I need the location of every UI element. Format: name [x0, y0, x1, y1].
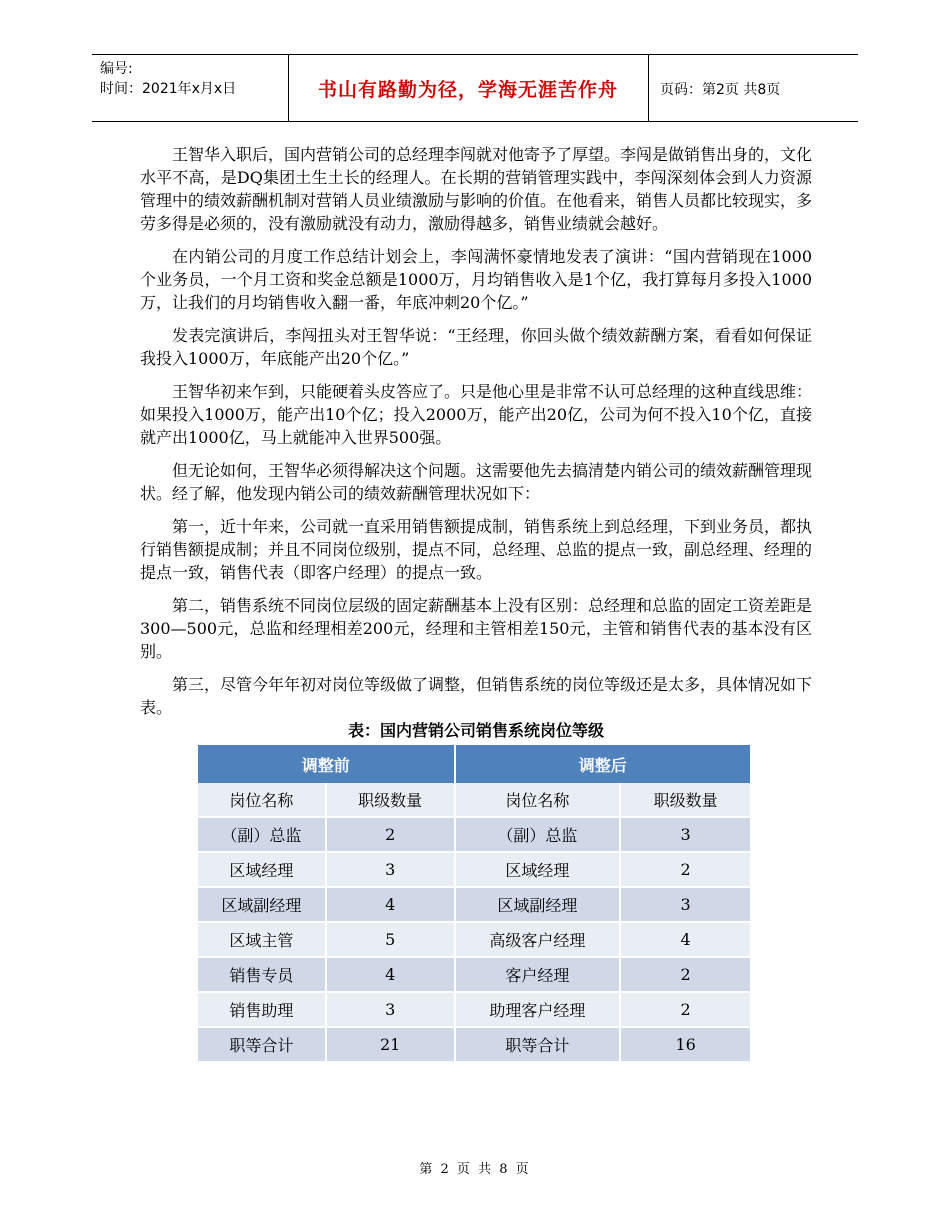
before-position-name: 职等合计 [198, 1027, 326, 1062]
after-grade-count: 2 [620, 992, 751, 1027]
table-column-header-row [198, 783, 751, 817]
header-meta [100, 59, 236, 99]
position-grade-table [198, 745, 752, 1063]
after-position-name: 职等合计 [455, 1027, 621, 1062]
before-grade-count: 4 [326, 957, 455, 992]
before-position-name: 区域经理 [198, 852, 326, 887]
header-motto: 书山有路勤为径，学海无涯苦作舟 [317, 79, 618, 101]
page-header [92, 54, 858, 122]
after-position-name: 区域副经理 [455, 887, 621, 922]
paragraph: 第三，尽管今年年初对岗位等级做了调整，但销售系统的岗位等级还是太多，具体情况如下表。 [140, 675, 813, 717]
column-header-name: 岗位名称 [198, 783, 326, 817]
paragraph: 但无论如何，王智华必须得解决这个问题。这需要他先去搞清楚内销公司的绩效薪酬管理现状。经了解，他发现内销公司的绩效薪酬管理状况如下： [140, 461, 813, 503]
table-group-header-row [198, 745, 751, 783]
before-position-name: 区域主管 [198, 922, 326, 957]
after-position-name: 客户经理 [455, 957, 621, 992]
after-position-name: 高级客户经理 [455, 922, 621, 957]
paragraph: 第一，近十年来，公司就一直采用销售额提成制，销售系统上到总经理，下到业务员，都执行销售额提成制；并且不同岗位级别，提点不同，总经理、总监的提点一致，副总经理、经理的提点一致，销售代表（即客户经理）的提点一致。 [140, 517, 813, 582]
after-grade-count: 3 [620, 887, 751, 922]
header-page-info: 页码：第2页 共8页 [660, 82, 781, 98]
document-time-label: 时间：2021年x月x日 [100, 81, 237, 97]
after-grade-count: 3 [620, 817, 751, 852]
before-grade-count: 5 [326, 922, 455, 957]
paragraph: 第二，销售系统不同岗位层级的固定薪酬基本上没有区别：总经理和总监的固定工资差距是300—500元，总监和经理相差200元，经理和主管相差150元，主管和销售代表的基本没有区别。 [140, 596, 813, 661]
table-row [198, 817, 751, 852]
after-grade-count: 4 [620, 922, 751, 957]
before-position-name: 区域副经理 [198, 887, 326, 922]
before-position-name: 销售专员 [198, 957, 326, 992]
after-position-name: 助理客户经理 [455, 992, 621, 1027]
after-grade-count: 16 [620, 1027, 751, 1062]
before-position-name: 销售助理 [198, 992, 326, 1027]
table-total-row [198, 1027, 751, 1062]
before-grade-count: 3 [326, 852, 455, 887]
table-row [198, 922, 751, 957]
before-position-name: （副）总监 [198, 817, 326, 852]
table-row [198, 992, 751, 1027]
column-header-count: 职级数量 [326, 783, 455, 817]
paragraph: 王智华入职后，国内营销公司的总经理李闯就对他寄予了厚望。李闯是做销售出身的，文化水平不高，是DQ集团土生土长的经理人。在长期的营销管理实践中，李闯深刻体会到人力资源管理中的绩效薪酬机制对营销人员业绩激励与影响的价值。在他看来，销售人员都比较现实，多劳多得是必须的，没有激励就没有动力，激励得越多，销售业绩就会越好。 [140, 145, 813, 233]
after-grade-count: 2 [620, 852, 751, 887]
document-number-label: 编号: [100, 61, 133, 77]
table-title: 表：国内营销公司销售系统岗位等级 [347, 721, 604, 740]
column-header-count: 职级数量 [620, 783, 751, 817]
header-divider [648, 55, 649, 121]
before-grade-count: 21 [326, 1027, 455, 1062]
before-grade-count: 3 [326, 992, 455, 1027]
table-row [198, 852, 751, 887]
column-header-name: 岗位名称 [455, 783, 621, 817]
after-position-name: （副）总监 [455, 817, 621, 852]
paragraph: 在内销公司的月度工作总结计划会上，李闯满怀豪情地发表了演讲：“国内营销现在1000个业务员，一个月工资和奖金总额是1000万，月均销售收入是1个亿，我打算每月多投入1000万，让我们的月均销售收入翻一番，年底冲刺20个亿。” [140, 247, 812, 312]
table-row [198, 957, 751, 992]
page-footer: 第 2 页 共 8 页 [419, 1162, 531, 1177]
group-header-after: 调整后 [455, 745, 751, 783]
after-grade-count: 2 [620, 957, 751, 992]
paragraph: 发表完演讲后，李闯扭头对王智华说：“王经理，你回头做个绩效薪酬方案，看看如何保证我投入1000万，年底能产出20个亿。” [140, 326, 812, 368]
document-body [140, 143, 812, 729]
after-position-name: 区域经理 [455, 852, 621, 887]
paragraph: 王智华初来乍到，只能硬着头皮答应了。只是他心里是非常不认可总经理的这种直线思维：如果投入1000万，能产出10个亿；投入2000万，能产出20亿，公司为何不投入10个亿，直接就产出1000亿，马上就能冲入世界500强。 [140, 382, 813, 447]
table-row [198, 887, 751, 922]
before-grade-count: 4 [326, 887, 455, 922]
group-header-before: 调整前 [198, 745, 455, 783]
before-grade-count: 2 [326, 817, 455, 852]
